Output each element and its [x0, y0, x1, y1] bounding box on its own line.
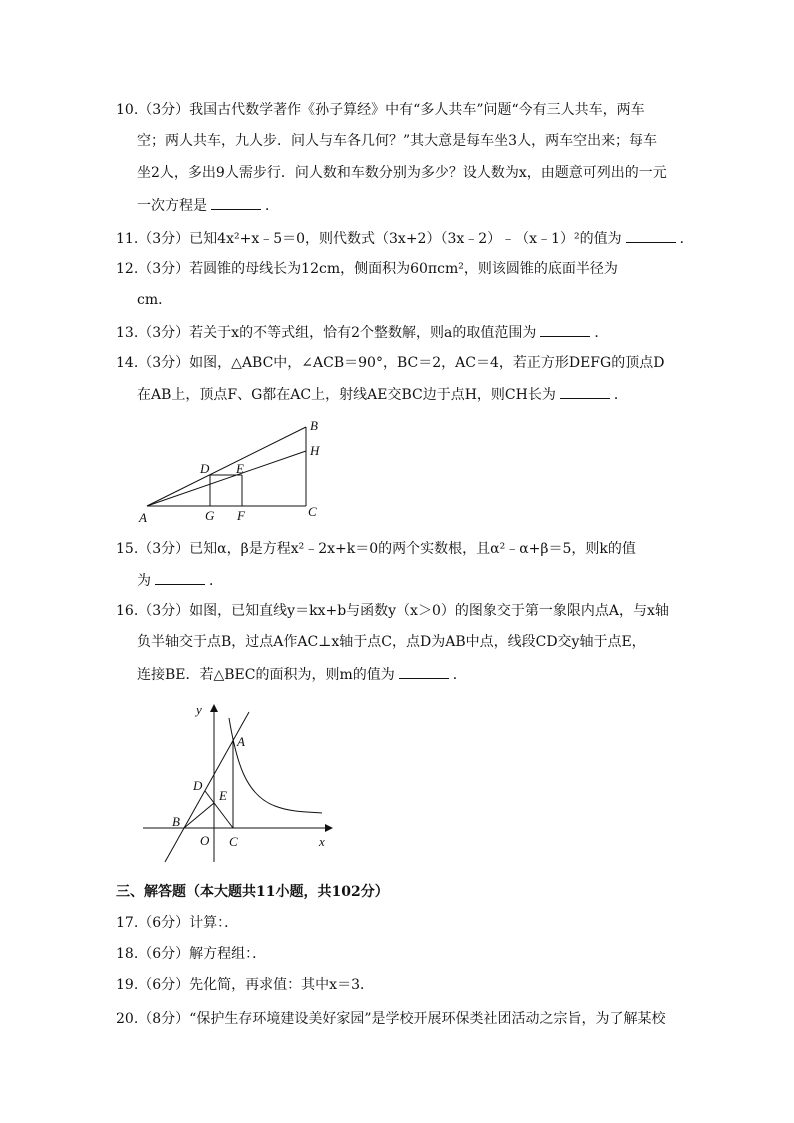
q16-line-2: 负半轴交于点B，过点A作AC⊥x轴于点C，点D为AB中点，线段CD交y轴于点E， [137, 634, 646, 650]
label-x: x [319, 834, 325, 849]
label-B: B [310, 418, 318, 433]
period: ． [452, 667, 467, 683]
label-D: D [200, 461, 210, 476]
label-A: A [139, 510, 147, 525]
q10-line-3: 坐2人，多出9人需步行．问人数和车数分别为多少？设人数为x，由题意可列出的一元 [137, 165, 667, 181]
q16-line-1: 16.（3分）如图，已知直线y＝kx+b与函数y（x＞0）的图象交于第一象限内点A，与x轴 [116, 603, 669, 619]
q19-line: 19.（6分）先化简，再求值：其中x＝3． [116, 977, 374, 993]
q11-text: 11.（3分）已知4x²+x﹣5＝0，则代数式（3x+2）（3x﹣2）﹣（x﹣1）²的值为 [116, 231, 622, 247]
q12-line-2: cm． [137, 292, 173, 308]
label-A: A [237, 734, 245, 749]
label-y: y [196, 702, 202, 717]
label-G: G [205, 508, 215, 523]
period: ． [679, 231, 694, 247]
q13-text: 13.（3分）若关于x的不等式组，恰有2个整数解，则a的取值范围为 [116, 325, 537, 341]
q15-text: 为 [137, 573, 151, 589]
q20-line: 20.（8分）“保护生存环境建设美好家园”是学校开展环保类社团活动之宗旨，为了解某校 [116, 1011, 666, 1027]
hyperbola-curve [229, 718, 322, 813]
label-C: C [229, 834, 238, 849]
q17-line: 17.（6分）计算：． [116, 915, 239, 931]
label-C: C [308, 504, 317, 519]
q12-line-1: 12.（3分）若圆锥的母线长为12cm，侧面积为60πcm²，则该圆锥的底面半径为 [116, 261, 618, 277]
period: ． [594, 325, 609, 341]
segment-BE [184, 803, 214, 828]
period: ． [209, 573, 223, 589]
period: ． [265, 198, 279, 214]
label-B: B [172, 814, 180, 829]
q14-text: 在AB上，顶点F、G都在AC上，射线AE交BC边于点H，则CH长为 [137, 387, 556, 403]
section-heading: 三、解答题（本大题共11小题，共102分） [116, 884, 389, 900]
q10-text: 一次方程是 [137, 198, 207, 214]
q10-line-2: 空；两人共车，九人步．问人与车各几何？”其大意是每车坐3人，两车空出来；每车 [137, 133, 658, 149]
label-E: E [236, 461, 244, 476]
label-O: O [200, 833, 210, 848]
q10-line-1: 10.（3分）我国古代数学著作《孙子算经》中有“多人共车”问题“今有三人共车，两车 [116, 102, 645, 118]
label-H: H [310, 443, 320, 458]
q16-text: 连接BE．若△BEC的面积为，则m的值为 [137, 667, 395, 683]
label-D: D [193, 778, 203, 793]
q15-line-1: 15.（3分）已知α，β是方程x²﹣2x+k＝0的两个实数根，且α²﹣α+β＝5，则k的值 [116, 541, 636, 557]
period: ． [613, 387, 628, 403]
label-F: F [237, 508, 245, 523]
label-E: E [219, 788, 227, 803]
q18-line: 18.（6分）解方程组：． [116, 946, 267, 962]
q14-line-1: 14.（3分）如图，△ABC中，∠ACB＝90°，BC＝2，AC＝4，若正方形DEFG的顶点D [116, 355, 665, 371]
